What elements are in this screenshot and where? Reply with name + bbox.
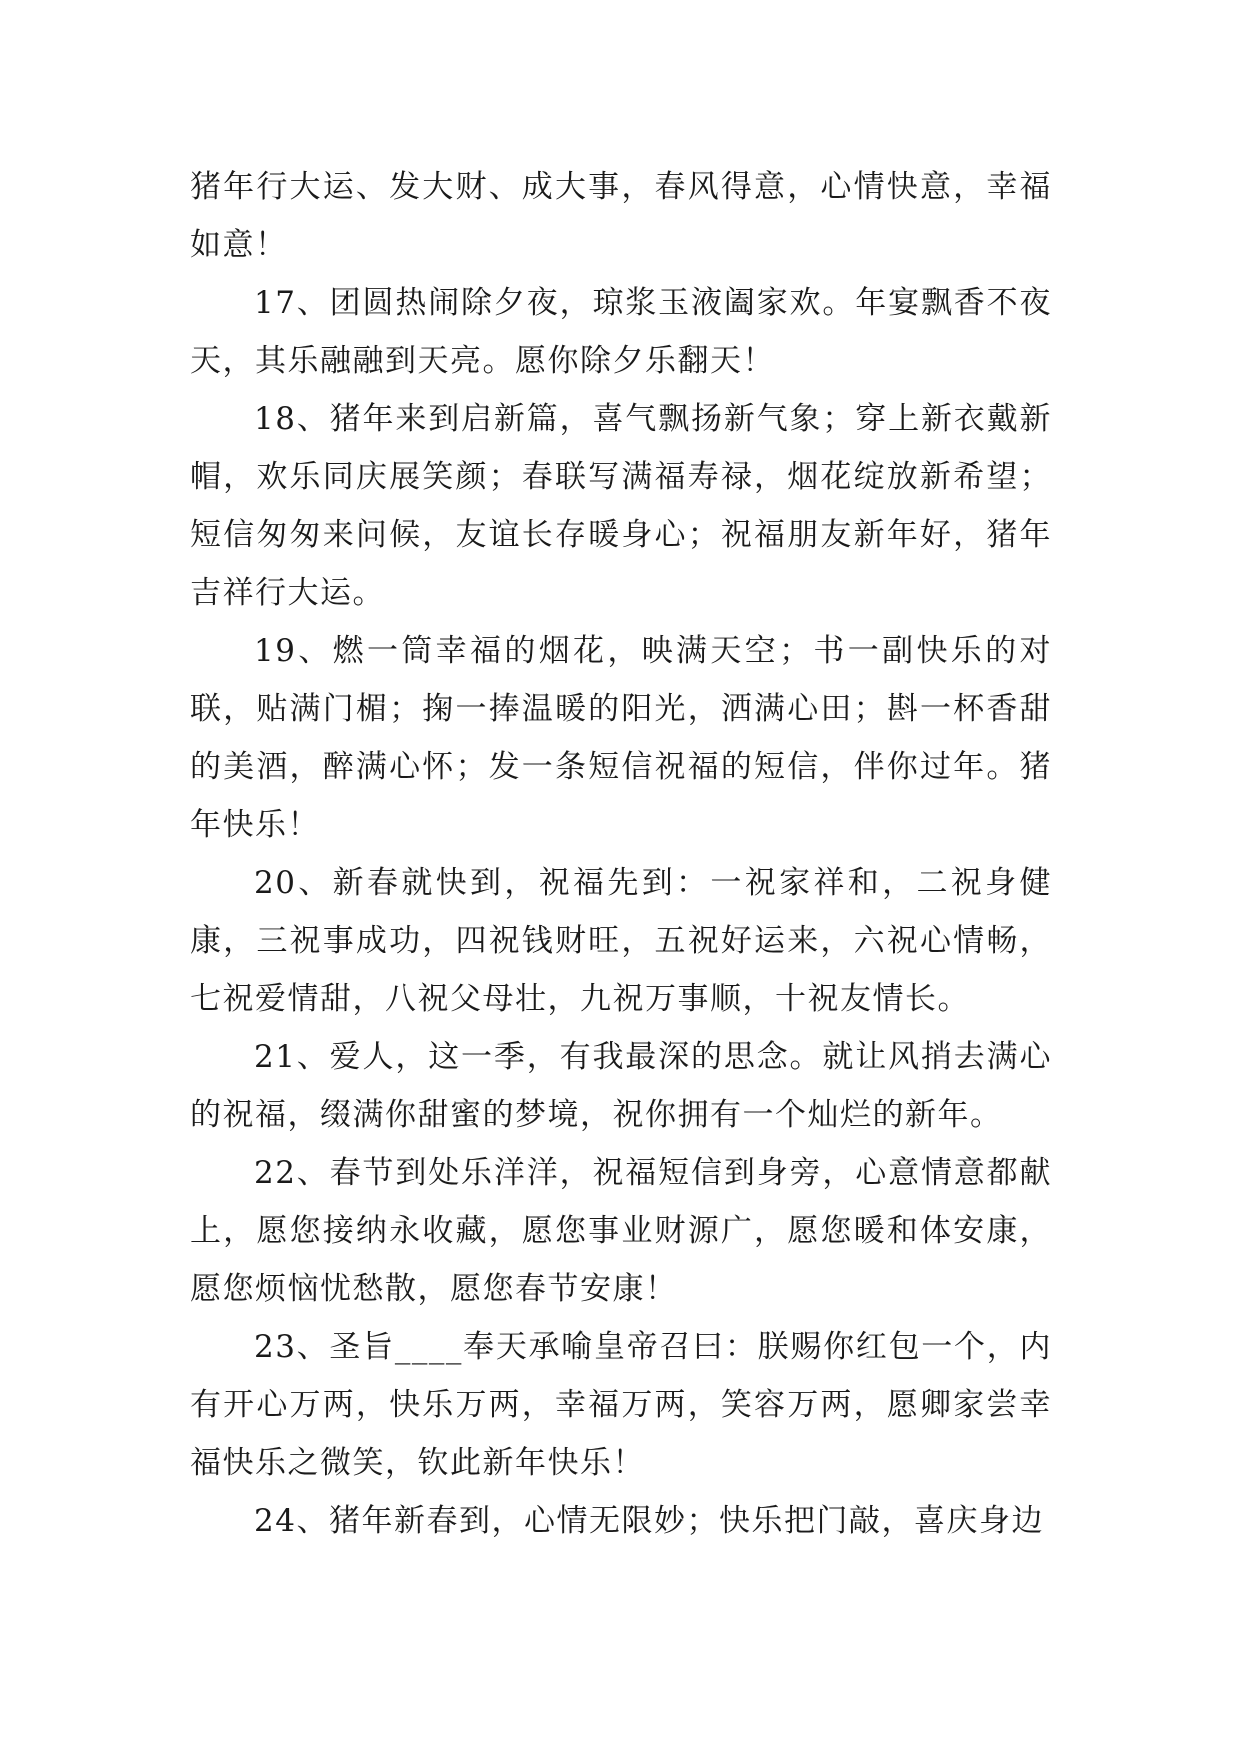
paragraph-17: 17、团圆热闹除夕夜，琼浆玉液阖家欢。年宴飘香不夜天，其乐融融到天亮。愿你除夕乐翻天！ [190, 285, 1052, 379]
paragraph-20: 20、新春就快到，祝福先到：一祝家祥和，二祝身健康，三祝事成功，四祝钱财旺，五祝好运来，六祝心情畅，七祝爱情甜，八祝父母壮，九祝万事顺，十祝友情长。 [190, 865, 1052, 1017]
paragraph-22: 22、春节到处乐洋洋，祝福短信到身旁，心意情意都献上，愿您接纳永收藏，愿您事业财源广，愿您暖和体安康，愿您烦恼忧愁散，愿您春节安康！ [190, 1155, 1052, 1307]
paragraph-24: 24、猪年新春到，心情无限妙；快乐把门敲，喜庆身边 [254, 1503, 1044, 1539]
paragraph-19: 19、燃一筒幸福的烟花，映满天空；书一副快乐的对联，贴满门楣；掬一捧温暖的阳光，洒满心田；斟一杯香甜的美酒，醉满心怀；发一条短信祝福的短信，伴你过年。猪年快乐！ [190, 633, 1052, 843]
paragraph-18: 18、猪年来到启新篇，喜气飘扬新气象；穿上新衣戴新帽，欢乐同庆展笑颜；春联写满福寿禄，烟花绽放新希望；短信匆匆来问候，友谊长存暖身心；祝福朋友新年好，猪年吉祥行大运。 [190, 401, 1052, 611]
document-body [190, 158, 1052, 1550]
paragraph-23: 23、圣旨____奉天承喻皇帝召曰：朕赐你红包一个，内有开心万两，快乐万两，幸福万两，笑容万两，愿卿家尝幸福快乐之微笑，钦此新年快乐！ [190, 1329, 1052, 1481]
paragraph-continuation: 猪年行大运、发大财、成大事，春风得意，心情快意，幸福如意！ [190, 169, 1052, 263]
paragraph-21: 21、爱人，这一季，有我最深的思念。就让风捎去满心的祝福，缀满你甜蜜的梦境，祝你拥有一个灿烂的新年。 [190, 1039, 1052, 1133]
